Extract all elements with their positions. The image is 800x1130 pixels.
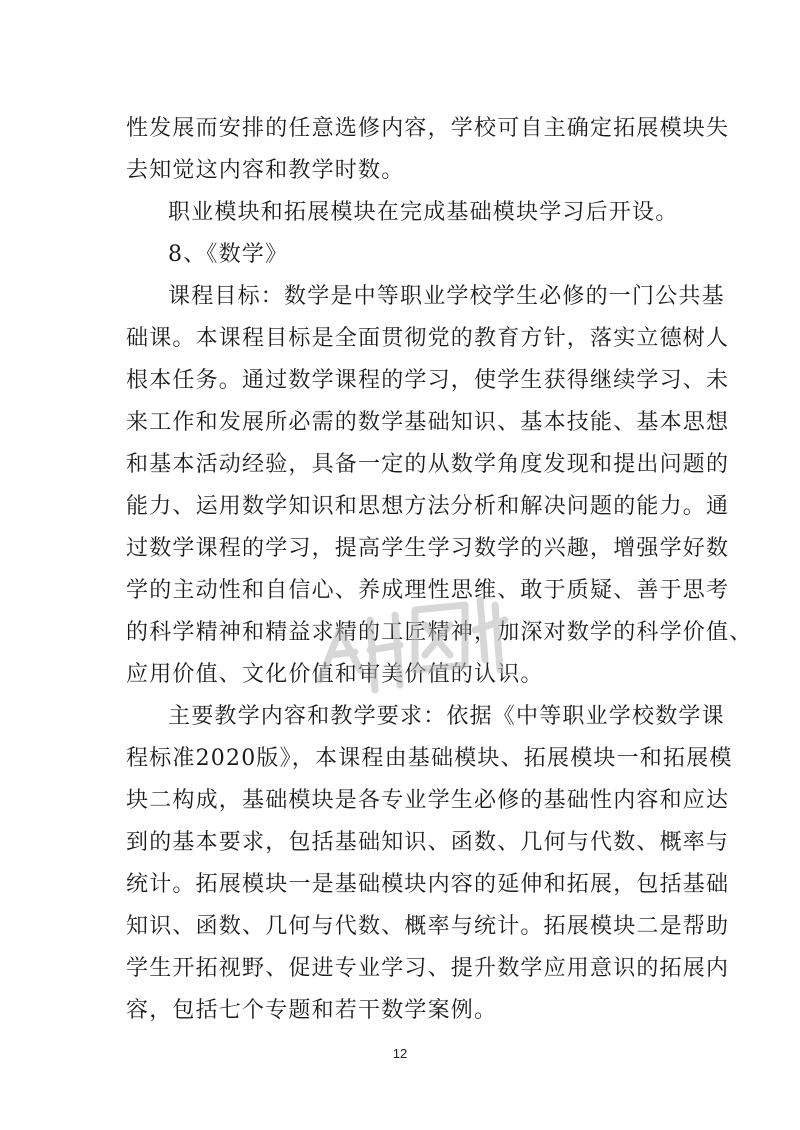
body-text	[126, 108, 753, 1032]
text-line: 学的主动性和自信心、养成理性思维、敢于质疑、善于思考	[126, 578, 730, 603]
text-line: 去知觉这内容和教学时数。	[126, 158, 405, 183]
paragraph-start-line: 职业模块和拓展模块在完成基础模块学习后开设。	[168, 200, 679, 225]
text-line: 统计。拓展模块一是基础模块内容的延伸和拓展，包括基础	[126, 872, 730, 897]
text-line: 应用价值、文化价值和审美价值的认识。	[126, 662, 544, 687]
text-line: 程标准2020版》，本课程由基础模块、拓展模块一和拓展模	[126, 746, 733, 771]
text-line: 和基本活动经验，具备一定的从数学角度发现和提出问题的	[126, 452, 730, 477]
text-line: 知识、函数、几何与代数、概率与统计。拓展模块二是帮助	[126, 914, 730, 939]
section-heading: 8、《数学》	[168, 242, 289, 267]
text-line: 到的基本要求，包括基础知识、函数、几何与代数、概率与	[126, 830, 730, 855]
text-line: 过数学课程的学习，提高学生学习数学的兴趣，增强学好数	[126, 536, 730, 561]
paragraph-start-line: 课程目标：数学是中等职业学校学生必修的一门公共基	[168, 284, 725, 309]
text-line: 学生开拓视野、促进专业学习、提升数学应用意识的拓展内	[126, 956, 730, 981]
text-line: 来工作和发展所必需的数学基础知识、基本技能、基本思想	[126, 410, 730, 435]
text-line: 根本任务。通过数学课程的学习，使学生获得继续学习、未	[126, 368, 730, 393]
text-line: 性发展而安排的任意选修内容，学校可自主确定拓展模块失	[126, 116, 730, 141]
text-line: 块二构成，基础模块是各专业学生必修的基础性内容和应达	[126, 788, 730, 813]
text-line: 能力、运用数学知识和思想方法分析和解决问题的能力。通	[126, 494, 730, 519]
text-line: 础课。本课程目标是全面贯彻党的教育方针，落实立德树人	[126, 326, 730, 351]
text-line: 的科学精神和精益求精的工匠精神，加深对数学的科学价值、	[126, 620, 753, 645]
paragraph-start-line: 主要教学内容和教学要求：依据《中等职业学校数学课	[168, 704, 725, 729]
text-line: 容，包括七个专题和若干数学案例。	[126, 998, 498, 1023]
page-number: 12	[392, 1046, 408, 1061]
